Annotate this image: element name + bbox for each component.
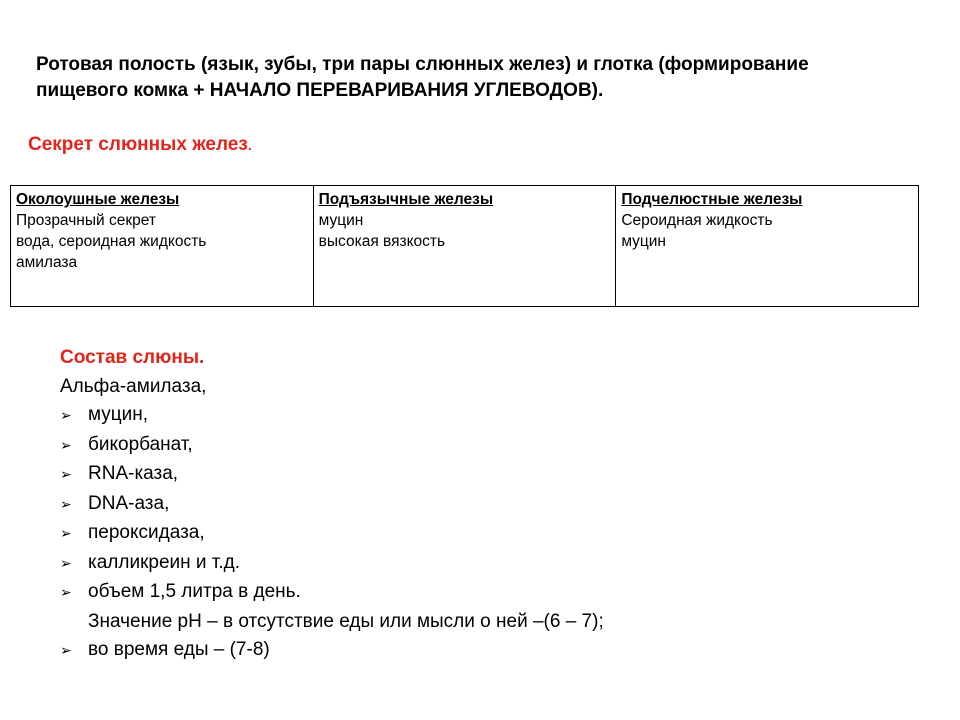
list-item (60, 431, 604, 461)
arrow-bullet-icon: ➢ (60, 437, 72, 454)
secret-heading-dot: . (247, 137, 252, 153)
list-item (60, 490, 604, 520)
gland-line: муцин (621, 233, 666, 250)
intro-line-2: пищевого комка + НАЧАЛО ПЕРЕВАРИВАНИЯ УГЛЕВОДОВ). (36, 80, 604, 101)
ph-note: Значение рН – в отсутствие еды или мысли о ней –(6 – 7); (88, 610, 604, 632)
secret-heading (28, 134, 252, 156)
gland-line: муцин (318, 212, 364, 229)
list-item-text: RNA-каза, (88, 463, 179, 484)
list-item-text: пероксидаза, (88, 522, 205, 543)
list-item (60, 636, 604, 666)
list-item-text: DNA-аза, (88, 492, 170, 514)
saliva-first-line: Альфа-амилаза, (60, 375, 207, 397)
list-item (60, 401, 604, 431)
gland-title: Подчелюстные железы (621, 191, 803, 208)
list-item (60, 549, 604, 579)
list-item-text: бикорбанат, (88, 433, 193, 455)
gland-cell-sublingual (313, 186, 616, 307)
gland-title: Подъязычные железы (318, 191, 494, 208)
saliva-heading: Состав слюны. (60, 347, 205, 368)
arrow-bullet-icon: ➢ (60, 555, 72, 572)
arrow-bullet-icon: ➢ (60, 643, 72, 659)
gland-line: амилаза (16, 254, 78, 271)
arrow-bullet-icon: ➢ (60, 526, 72, 542)
arrow-bullet-icon: ➢ (60, 585, 72, 601)
gland-line: Прозрачный секрет (16, 212, 156, 229)
saliva-composition (60, 344, 604, 666)
arrow-bullet-icon: ➢ (60, 496, 72, 513)
secret-heading-text: Секрет слюнных желез (28, 134, 248, 155)
list-item (60, 460, 604, 490)
list-item (60, 519, 604, 549)
gland-line: высокая вязкость (318, 233, 446, 250)
gland-line: вода, сероидная жидкость (16, 233, 207, 250)
gland-cell-submandibular (616, 186, 919, 307)
arrow-bullet-icon: ➢ (60, 408, 72, 424)
gland-cell-parotid (11, 186, 314, 307)
table-row (11, 186, 919, 307)
arrow-bullet-icon: ➢ (60, 467, 72, 483)
list-item-text: муцин, (88, 404, 149, 425)
gland-line: Сероидная жидкость (621, 212, 773, 229)
intro-line-1: Ротовая полость (язык, зубы, три пары слюнных желез) и глотка (формирование (36, 54, 809, 75)
gland-title: Околоушные железы (16, 191, 180, 208)
list-item-text: калликреин и т.д. (88, 551, 241, 573)
list-item-text: во время еды – (7-8) (88, 639, 270, 660)
intro-text (36, 52, 916, 104)
glands-table (10, 185, 919, 307)
list-item-text: объем 1,5 литра в день. (88, 581, 301, 602)
list-item (60, 578, 604, 608)
